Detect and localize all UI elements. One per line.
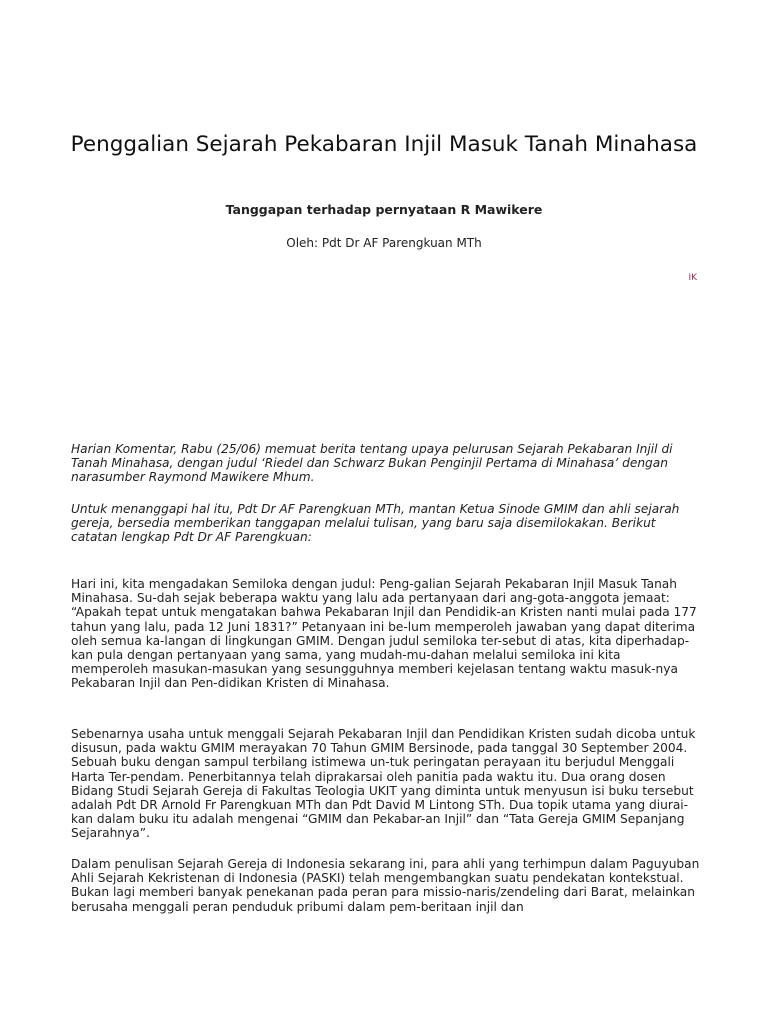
author-line: Oleh: Pdt Dr AF Parengkuan MTh [286,236,482,250]
body-paragraph: Dalam penulisan Sejarah Gereja di Indonesia sekarang ini, para ahli yang terhimpun dalam Paguyuban Ahli Sejarah Kekristenan di Indonesia (PASKI) telah mengembangkan suatu pendekatan kontekstual. Bukan lagi memberi banyak penekanan pada peran para missio-naris/zendeling dari Barat, melainkan berusaha menggali peran penduduk pribumi dalam pem-beritaan injil dan [71,857,700,914]
corner-mark: IK [688,273,697,283]
intro-paragraph: Harian Komentar, Rabu (25/06) memuat berita tentang upaya pelurusan Sejarah Pekabaran Injil di Tanah Minahasa, dengan judul ‘Riedel dan Schwarz Bukan Penginjil Pertama di Minahasa’ dengan narasumber Raymond Mawikere Mhum. [71,442,673,485]
document-title: Penggalian Sejarah Pekabaran Injil Masuk Tanah Minahasa [70,132,698,157]
body-paragraph: Sebenarnya usaha untuk menggali Sejarah Pekabaran Injil dan Pendidikan Kristen sudah dicoba untuk disusun, pada waktu GMIM merayakan 70 Tahun GMIM Bersinode, pada tanggal 30 September 2004. Sebuah buku dengan sampul terbilang istimewa un-tuk peringatan perayaan itu berjudul Menggali Harta Ter-pendam. Penerbitannya telah diprakarsai oleh panitia pada waktu itu. Dua orang dosen Bidang Studi Sejarah Gereja di Fakultas Teologia UKIT yang diminta untuk menyusun isi buku tersebut adalah Pdt DR Arnold Fr Parengkuan MTh dan Pdt David M Lintong STh. Dua topik utama yang diurai-kan dalam buku itu adalah mengenai “GMIM dan Pekabar-an Injil” dan “Tata Gereja GMIM Sepanjang Sejarahnya”. [71,727,696,841]
intro-paragraph: Untuk menanggapi hal itu, Pdt Dr AF Parengkuan MTh, mantan Ketua Sinode GMIM dan ahli sejarah gereja, bersedia memberikan tanggapan melalui tulisan, yang baru saja disemilokakan. Berikut catatan lengkap Pdt Dr AF Parengkuan: [71,502,680,545]
document-subtitle: Tanggapan terhadap pernyataan R Mawikere [225,202,543,217]
body-paragraph: Hari ini, kita mengadakan Semiloka dengan judul: Peng-galian Sejarah Pekabaran Injil Masuk Tanah Minahasa. Su-dah sejak beberapa waktu yang lalu ada pertanyaan dari ang-gota-anggota jemaat: “Apakah tepat untuk mengatakan bahwa Pekabaran Injil dan Pendidik-an Kristen nanti mulai pada 177 tahun yang lalu, pada 12 Juni 1831?” Petanyaan ini be-lum memperoleh jawaban yang dapat diterima oleh semua ka-langan di lingkungan GMIM. Dengan judul semiloka ter-sebut di atas, kita diperhadap-kan pula dengan pertanyaan yang sama, yang mudah-mu-dahan melalui semiloka ini kita memperoleh masukan-masukan yang sesungguhnya memberi kejelasan tentang waktu masuk-nya Pekabaran Injil dan Pen-didikan Kristen di Minahasa. [71,577,697,691]
